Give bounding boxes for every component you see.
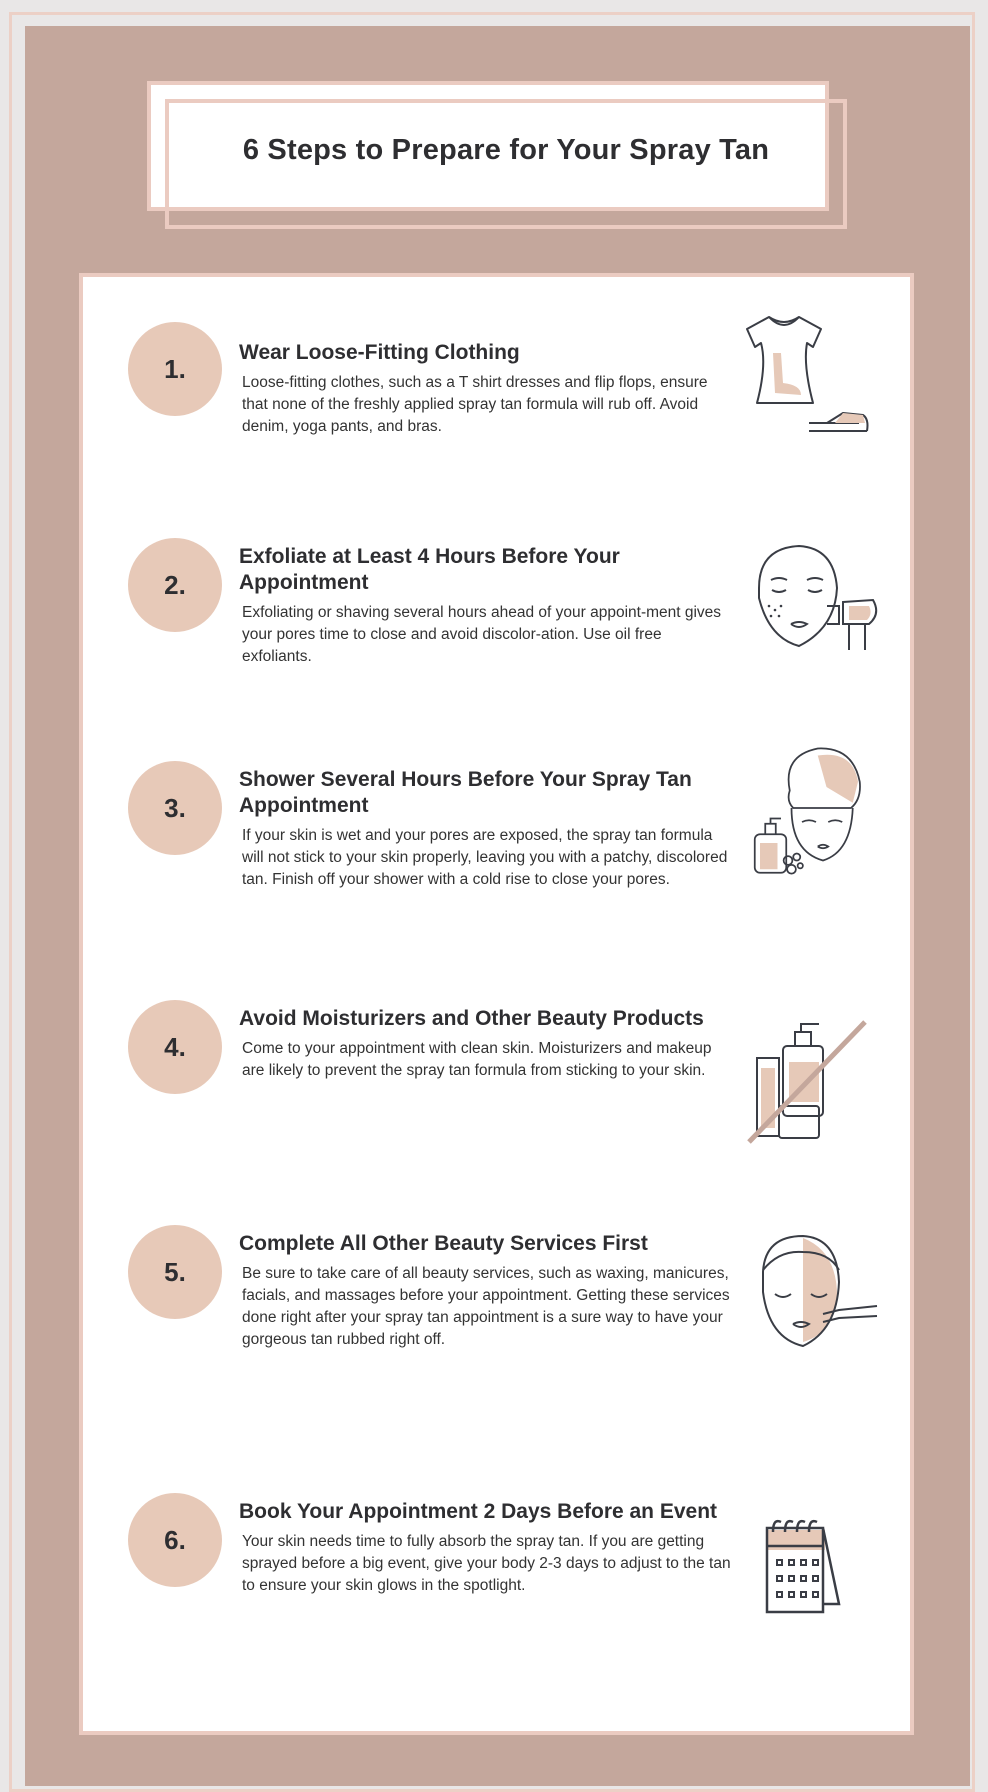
step-body: Come to your appointment with clean skin. Moisturizers and makeup are likely to prevent the spray tan formula from sticking to your skin. [242,1040,712,1079]
step-heading: Complete All Other Beauty Services First [239,1232,648,1255]
calendar-icon [739,1508,879,1648]
step-body: Loose-fitting clothes, such as a T shirt dresses and flip flops, ensure that none of the freshly applied spray tan formula will rub off. Avoid denim, yoga pants, and bras. [242,374,708,435]
step-number-badge: 1. [128,322,222,416]
step-body: Your skin needs time to fully absorb the spray tan. If you are getting sprayed before a big event, give your body 2-3 days to adjust to the tan to ensure your skin glows in the spotlight. [242,1533,731,1594]
face-exfoliating-icon [739,528,879,668]
face-mask-brush-icon [739,1222,879,1362]
step-number-badge: 4. [128,1000,222,1094]
step-heading: Exfoliate at Least 4 Hours Before Your Appointment [239,545,620,594]
step-body: Be sure to take care of all beauty services, such as waxing, manicures, facials, and massages before your appointment. Getting these services done right after your spray tan appointment is a sure way to have your gorgeous tan rubbed right off. [242,1265,730,1348]
step-body: Exfoliating or shaving several hours ahead of your appoint-ment gives your pores time to close and avoid discolor-ation. Use oil free exfoliants. [242,604,722,665]
step-number-badge: 3. [128,761,222,855]
step-heading: Shower Several Hours Before Your Spray Tan Appointment [239,768,692,817]
no-cosmetics-icon [739,1010,879,1150]
step-number-badge: 5. [128,1225,222,1319]
tshirt-flipflops-icon [739,305,879,445]
step-heading: Avoid Moisturizers and Other Beauty Products [239,1007,704,1030]
step-number-badge: 6. [128,1493,222,1587]
step-heading: Wear Loose-Fitting Clothing [239,341,520,364]
step-body: If your skin is wet and your pores are exposed, the spray tan formula will not stick to your skin properly, leaving you with a patchy, discolored tan. Finish off your shower with a cold rise to close your pores. [242,827,728,888]
page-title: 6 Steps to Prepare for Your Spray Tan [242,134,770,166]
step-number-badge: 2. [128,538,222,632]
towel-head-soap-icon [739,738,879,878]
step-heading: Book Your Appointment 2 Days Before an Event [239,1500,718,1523]
